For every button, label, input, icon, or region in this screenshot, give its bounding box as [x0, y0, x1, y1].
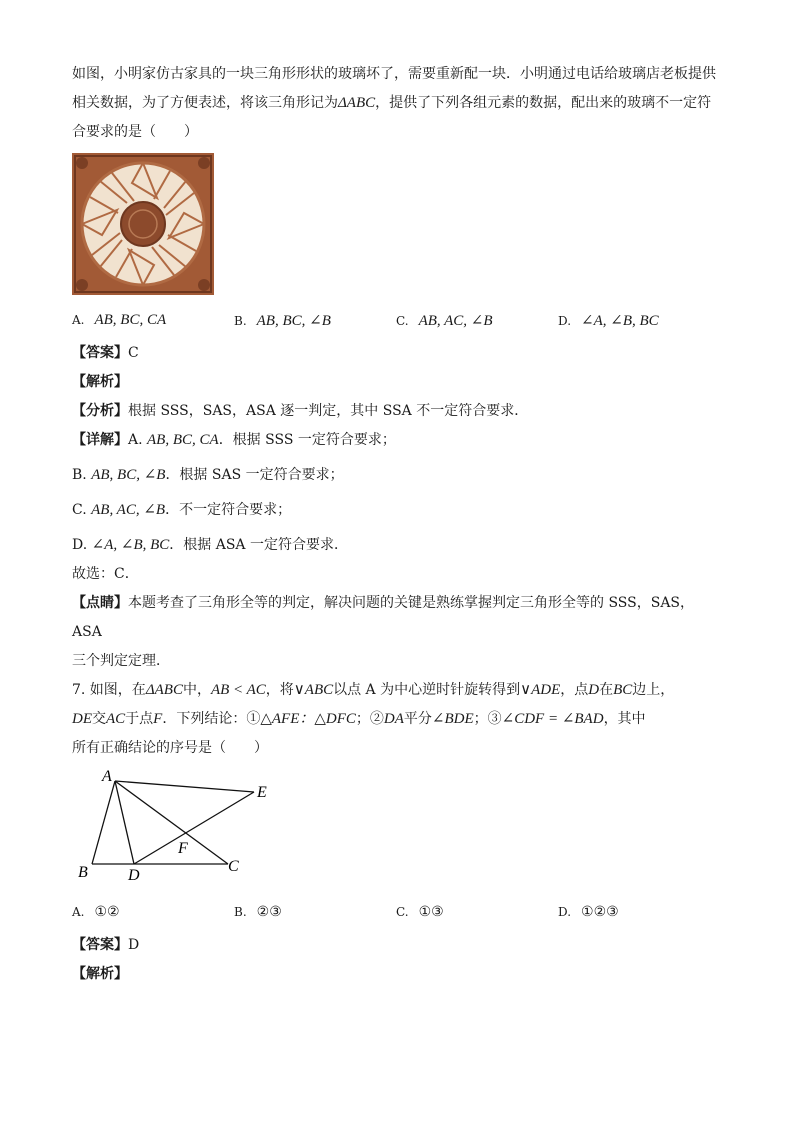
point-label-f: F: [178, 840, 188, 857]
q7-stem-line2: DE交AC于点F．下列结论：①△AFE：△DFC；②DA平分∠BDE；③∠CDF = ∠BAD，其中: [72, 711, 646, 727]
q6-options: [72, 305, 722, 335]
point-label-c: C: [228, 858, 239, 875]
q6-option-b[interactable]: B. AB, BC, ∠B: [234, 312, 331, 329]
q7-option-b[interactable]: B. ②③: [234, 904, 282, 920]
q6-stem-line2: 相关数据，为了方便表述，将该三角形记为ΔABC，提供了下列各组元素的数据，配出来的玻璃不一定符: [72, 95, 712, 111]
q7-stem-line3: 所有正确结论的序号是（ ）: [72, 740, 268, 756]
q6-stem-line3: 合要求的是（ ）: [72, 124, 198, 140]
furniture-glass-photo: [72, 153, 214, 295]
q7-geometry-figure: [72, 767, 722, 889]
q7-option-a[interactable]: A. ①②: [72, 904, 120, 920]
q6-answer: 【答案】C: [72, 345, 139, 361]
point-label-b: B: [78, 864, 88, 881]
q6-fenxi: 【分析】根据 SSS，SAS，ASA 逐一判定，其中 SSA 不一定符合要求．: [72, 403, 529, 419]
document-page: [72, 60, 722, 989]
q7-analysis-tag: 【解析】: [72, 966, 128, 982]
q6-detail-d: D. ∠A, ∠B, BC．根据 ASA 一定符合要求．: [72, 537, 348, 553]
q6-comment-line2: 三个判定定理．: [72, 653, 170, 669]
q6-analysis-tag: 【解析】: [72, 374, 128, 390]
q6-detail-c: C. AB, AC, ∠B．不一定符合要求；: [72, 502, 292, 518]
q6-comment-line1: 【点睛】本题考查了三角形全等的判定，解决问题的关键是熟练掌握判定三角形全等的 SSS，SAS，ASA: [72, 595, 695, 640]
q6-stem-line1: 如图，小明家仿古家具的一块三角形形状的玻璃坏了，需要重新配一块．小明通过电话给玻璃店老板提供: [72, 66, 716, 82]
q7-stem-line1: 7. 如图，在ΔABC中，AB < AC，将∨ABC以点 A 为中心逆时针旋转得到∨ADE，点D在BC边上，: [72, 682, 675, 698]
q7-option-c[interactable]: C. ①③: [396, 904, 444, 920]
q6-option-c[interactable]: C. AB, AC, ∠B: [396, 312, 493, 329]
q7-option-d[interactable]: D. ①②③: [558, 904, 619, 920]
q6-option-a[interactable]: A. AB, BC, CA: [72, 311, 167, 328]
q6-detail-a: 【详解】A. AB, BC, CA．根据 SSS 一定符合要求；: [72, 432, 396, 448]
q7-answer: 【答案】D: [72, 937, 140, 953]
q6-detail-b: B. AB, BC, ∠B．根据 SAS 一定符合要求；: [72, 467, 344, 483]
q6-conclusion: 故选：C．: [72, 566, 139, 582]
q6-option-d[interactable]: D. ∠A, ∠B, BC: [558, 312, 659, 329]
point-label-e: E: [257, 784, 267, 801]
q7-options: [72, 897, 722, 927]
point-label-d: D: [128, 867, 140, 884]
point-label-a: A: [102, 768, 112, 785]
